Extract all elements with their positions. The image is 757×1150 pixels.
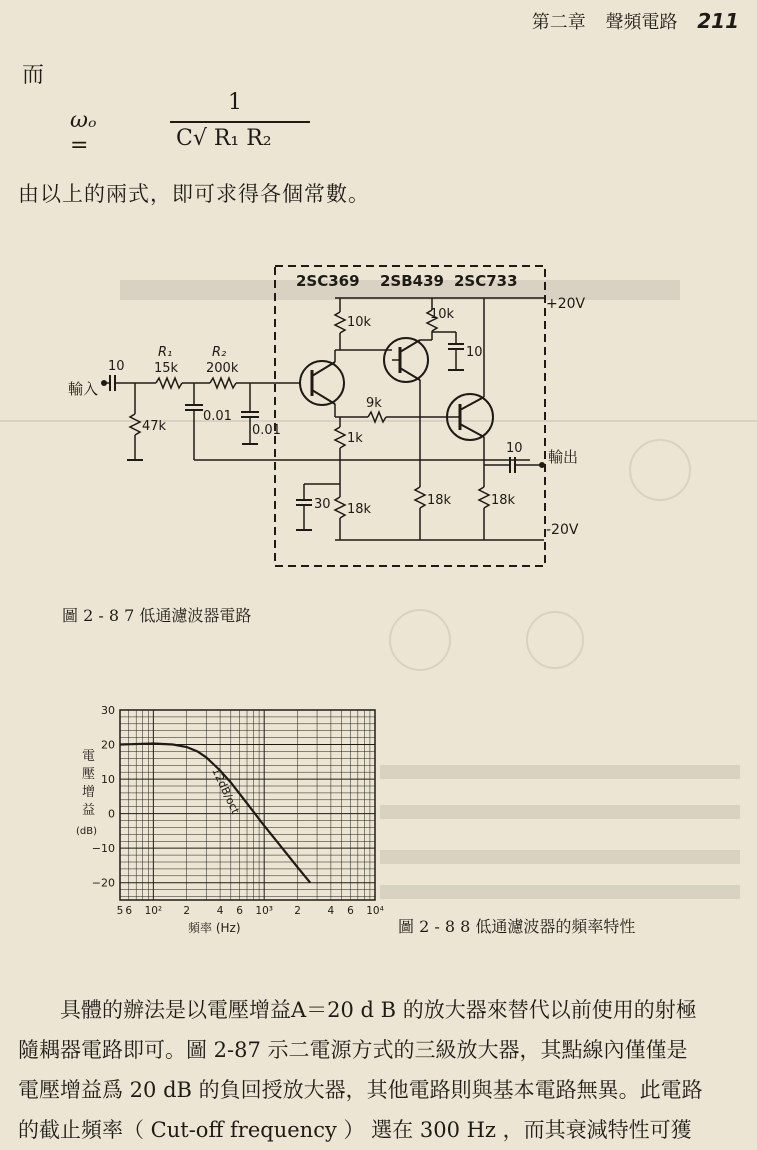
label-r1-value: 15k	[154, 361, 179, 376]
cin-capacitor	[110, 375, 115, 391]
y-label-char-2: 壓	[82, 767, 96, 782]
x-tick-label: 4	[216, 905, 224, 917]
q1-transistor	[300, 361, 344, 405]
feedback-amp-box	[275, 266, 545, 566]
x-tick-label: 5	[116, 905, 124, 917]
label-input: 輸入	[68, 380, 99, 398]
label-c30: 30	[314, 497, 331, 512]
chart-annotation: 12dB/oct	[209, 765, 242, 816]
label-r18k-c: 18k	[491, 493, 516, 508]
r18k-a-resistor	[335, 497, 345, 518]
label-r9k: 9k	[366, 396, 382, 411]
y-tick-labels	[92, 704, 115, 890]
y-axis-label	[76, 749, 97, 837]
chapter-label: 第二章	[531, 12, 586, 33]
y-tick-label: 30	[101, 704, 115, 717]
label-2sb439: 2SB439	[380, 272, 444, 290]
q2-transistor	[384, 338, 428, 382]
label-r2-value: 200k	[206, 361, 239, 376]
x-tick-labels	[117, 905, 384, 917]
label-r18k-b: 18k	[427, 493, 452, 508]
x-tick-label: 10²	[144, 905, 163, 917]
r9k-resistor	[368, 412, 386, 422]
page-number: 211	[697, 9, 739, 33]
y-tick-label: 10	[101, 773, 115, 787]
label-minus20v: -20V	[546, 522, 579, 538]
label-plus20v: +20V	[546, 296, 586, 312]
label-c10-mid: 10	[466, 345, 483, 360]
label-2sc733: 2SC733	[454, 272, 518, 290]
y-label-unit: (dB)	[76, 826, 98, 837]
figure-caption-88: 圖 2 - 8 8 低通濾波器的頻率特性	[398, 917, 636, 936]
x-tick-label: 10⁴	[366, 905, 384, 917]
label-r10k-a: 10k	[347, 315, 372, 330]
r1-resistor	[156, 378, 182, 388]
label-c001a: 0.01	[203, 409, 232, 424]
label-r47k: 47k	[142, 419, 167, 434]
label-c001b: 0.01	[252, 423, 281, 438]
body-paragraph	[18, 990, 748, 1150]
x-tick-label: 6	[236, 905, 243, 917]
label-r1k: 1k	[347, 431, 363, 446]
formula-lhs: ωₒ =	[70, 108, 97, 158]
body-line-1: 具體的辦法是以電壓增益A＝20 d B 的放大器來替代以前使用的射極	[60, 998, 697, 1022]
x-tick-label: 2	[183, 905, 191, 917]
r18k-b-resistor	[415, 487, 425, 508]
fraction-bar	[170, 121, 310, 123]
y-label-char-3: 增	[82, 785, 96, 800]
x-axis-label: 頻率 (Hz)	[188, 921, 241, 935]
body-line-2: 隨耦器電路即可。圖 2-87 示二電源方式的三級放大器，其點線內僅僅是	[18, 1038, 688, 1062]
x-tick-label: 4	[327, 905, 335, 917]
formula-denominator: C√ R₁ R₂	[176, 126, 272, 151]
label-cout: 10	[506, 441, 523, 456]
r47k-resistor	[130, 414, 140, 435]
y-label-char-1: 電	[82, 749, 96, 764]
figure-caption-87: 圖 2 - 8 7 低通濾波器電路	[62, 606, 252, 625]
paragraph-1: 由以上的兩式，即可求得各個常數。	[18, 182, 370, 206]
r2-resistor	[210, 378, 236, 388]
formula-numerator: 1	[228, 90, 242, 115]
x-tick-label: 6	[347, 905, 354, 917]
r18k-c-resistor	[479, 487, 489, 508]
r10k-a-resistor	[335, 312, 345, 333]
x-tick-label: 10³	[255, 905, 273, 917]
body-line-4: 的截止頻率（ Cut-off frequency ） 選在 300 Hz ，而其衰減特性可獲	[18, 1118, 692, 1142]
text-er: 而	[22, 63, 45, 88]
x-tick-label: 6	[125, 905, 133, 917]
label-r18k-a: 18k	[347, 502, 372, 517]
r1k-resistor	[335, 427, 345, 448]
label-output: 輸出	[548, 448, 579, 466]
y-tick-label: −10	[91, 842, 115, 856]
label-r2: R₂	[212, 345, 227, 360]
x-tick-label: 2	[294, 905, 301, 917]
circuit-diagram	[60, 262, 586, 582]
y-tick-label: −20	[91, 876, 115, 890]
label-2sc369: 2SC369	[296, 272, 360, 290]
body-line-3: 電壓增益爲 20 dB 的負回授放大器，其他電路則與基本電路無異。此電路	[18, 1078, 703, 1102]
label-r10k-b: 10k	[430, 307, 455, 322]
y-tick-label: 20	[101, 738, 115, 752]
y-label-char-4: 益	[82, 803, 96, 818]
y-tick-label: 0	[108, 807, 115, 821]
label-cin: 10	[108, 359, 125, 374]
frequency-response-chart	[60, 700, 390, 940]
chapter-title: 聲頻電路	[605, 12, 678, 33]
page-header	[532, 8, 739, 34]
label-r1: R₁	[158, 345, 173, 360]
